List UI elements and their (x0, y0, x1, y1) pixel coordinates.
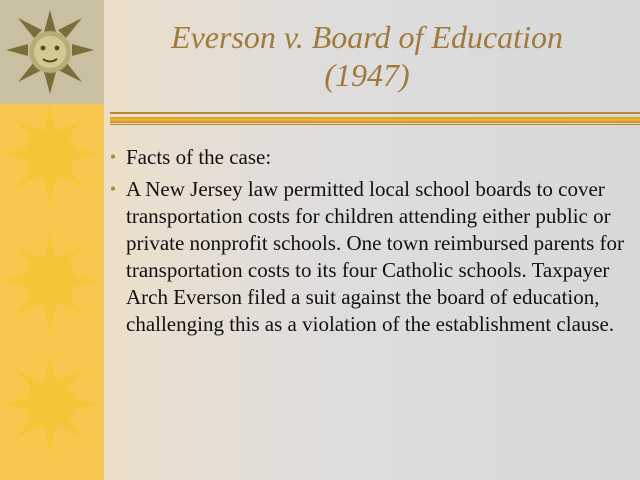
sun-icon (2, 355, 98, 453)
bullet-icon: • (109, 147, 117, 167)
sun-icon (2, 232, 98, 330)
bullet-text: A New Jersey law permitted local school boards to cover transportation costs for children attending either public or private nonprofit schools. One town reimbursed parents for transportation costs to its four Catholic schools. Taxpayer Arch Everson filed a suit against the board of education, challenging this as a violation of the establishment clause. (126, 177, 625, 336)
bullet-text: Facts of the case: (126, 145, 272, 169)
title-line-1: Everson v. Board of Education (171, 19, 563, 55)
title-line-2: (1947) (324, 57, 410, 93)
divider-thin-top (110, 112, 640, 114)
slide-title (112, 18, 622, 94)
bullet-icon: • (109, 179, 117, 199)
decorative-sidebar (0, 0, 104, 480)
bullet-item (104, 144, 630, 171)
title-divider (110, 112, 640, 126)
sun-icon (2, 105, 98, 203)
slide-content (104, 144, 630, 343)
bullet-item (104, 176, 630, 338)
divider-thick (110, 117, 640, 123)
sun-pattern-icon (0, 0, 104, 480)
divider-thin-bottom (110, 124, 640, 125)
